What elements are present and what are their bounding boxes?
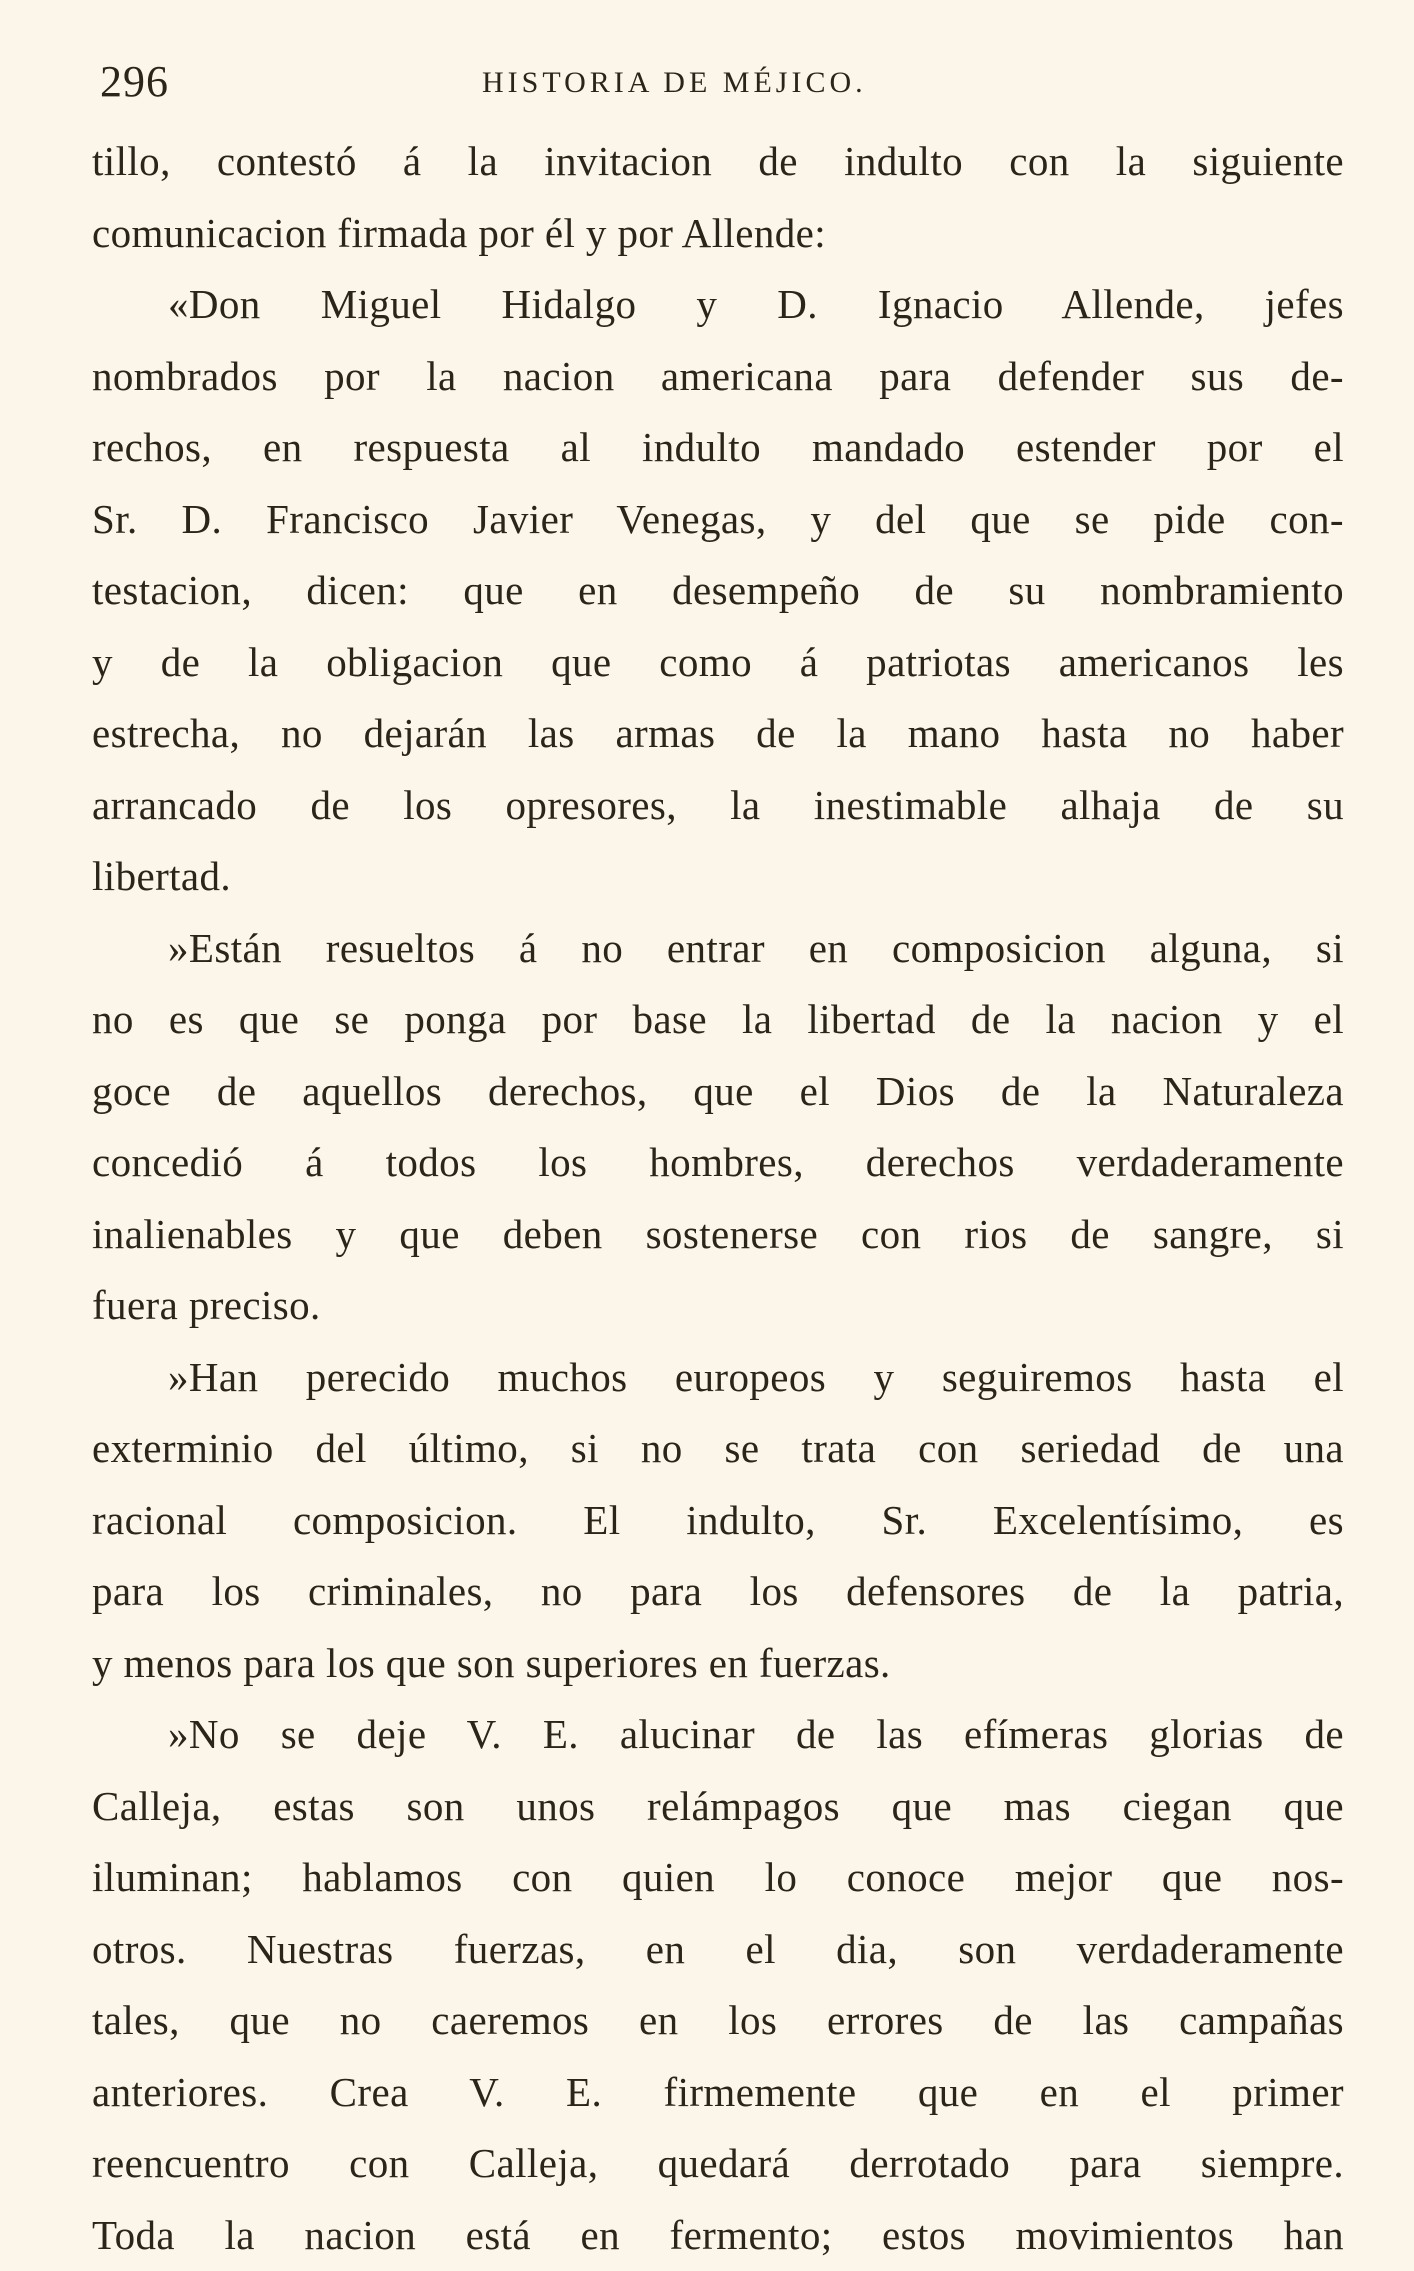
text-line: tillo, contestó á la invitacion de indulto con la siguiente (92, 126, 1344, 198)
running-title: HISTORIA DE MÉJICO. (482, 66, 867, 100)
text-line: concedió á todos los hombres, derechos verdaderamente (92, 1127, 1344, 1199)
text-line: tales, que no caeremos en los errores de las campañas (92, 1985, 1344, 2057)
text-line: y menos para los que son superiores en fuerzas. (92, 1628, 1344, 1700)
text-line: «Don Miguel Hidalgo y D. Ignacio Allende, jefes (92, 269, 1344, 341)
text-line: testacion, dicen: que en desempeño de su nombramiento (92, 555, 1344, 627)
text-line: reencuentro con Calleja, quedará derrotado para siempre. (92, 2128, 1344, 2200)
text-line: otros. Nuestras fuerzas, en el dia, son verdaderamente (92, 1914, 1344, 1986)
text-line: arrancado de los opresores, la inestimable alhaja de su (92, 770, 1344, 842)
text-line: Toda la nacion está en fermento; estos movimientos han (92, 2200, 1344, 2271)
text-line: exterminio del último, si no se trata con seriedad de una (92, 1413, 1344, 1485)
text-line: goce de aquellos derechos, que el Dios de la Naturaleza (92, 1056, 1344, 1128)
text-line: Sr. D. Francisco Javier Venegas, y del que se pide con- (92, 484, 1344, 556)
text-line: nombrados por la nacion americana para defender sus de- (92, 341, 1344, 413)
text-line: racional composicion. El indulto, Sr. Excelentísimo, es (92, 1485, 1344, 1557)
running-head (92, 52, 1344, 112)
text-line: rechos, en respuesta al indulto mandado estender por el (92, 412, 1344, 484)
text-line: »No se deje V. E. alucinar de las efímeras glorias de (92, 1699, 1344, 1771)
text-line: fuera preciso. (92, 1270, 1344, 1342)
text-line: inalienables y que deben sostenerse con rios de sangre, si (92, 1199, 1344, 1271)
text-line: comunicacion firmada por él y por Allende: (92, 198, 1344, 270)
text-line: libertad. (92, 841, 1344, 913)
text-line: Calleja, estas son unos relámpagos que mas ciegan que (92, 1771, 1344, 1843)
text-line: estrecha, no dejarán las armas de la mano hasta no haber (92, 698, 1344, 770)
text-line: no es que se ponga por base la libertad de la nacion y el (92, 984, 1344, 1056)
text-line: para los criminales, no para los defensores de la patria, (92, 1556, 1344, 1628)
text-line: »Están resueltos á no entrar en composicion alguna, si (92, 913, 1344, 985)
text-line: iluminan; hablamos con quien lo conoce mejor que nos- (92, 1842, 1344, 1914)
page-number: 296 (100, 56, 169, 107)
text-line: anteriores. Crea V. E. firmemente que en el primer (92, 2057, 1344, 2129)
text-line: y de la obligacion que como á patriotas americanos les (92, 627, 1344, 699)
body-text (92, 126, 1344, 2271)
text-line: »Han perecido muchos europeos y seguiremos hasta el (92, 1342, 1344, 1414)
